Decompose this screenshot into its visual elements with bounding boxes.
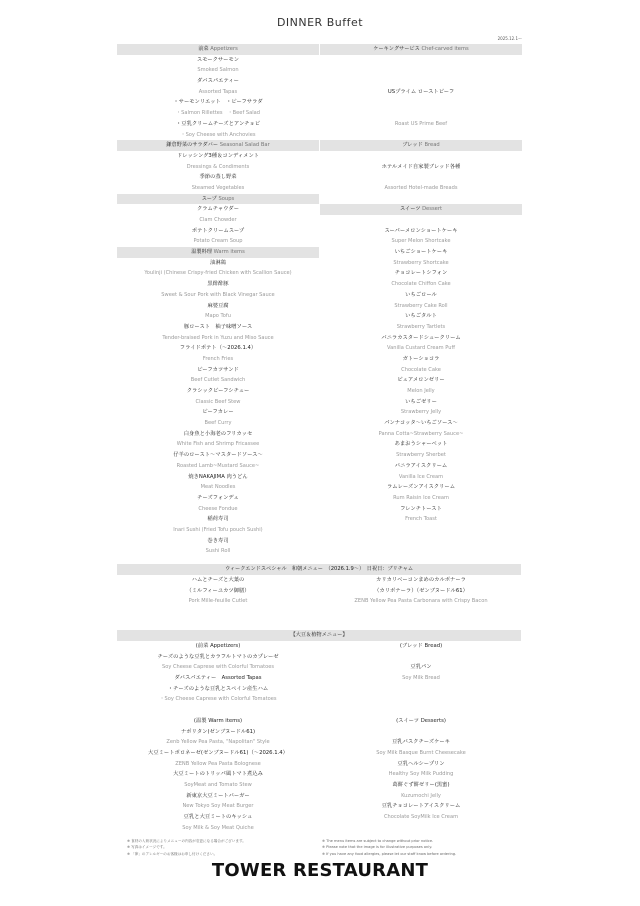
section-header: [320, 204, 522, 215]
section-header-en: Chef-carved items: [421, 46, 469, 52]
spacer: [117, 705, 319, 716]
spacer: [320, 694, 522, 705]
menu-item-en: Super Melon Shortcake: [391, 238, 451, 245]
menu-item-ja: いちごゼリー: [405, 398, 437, 405]
buffet-left-column: [117, 44, 319, 557]
menu-item-en: White Fish and Shrimp Fricassee: [176, 441, 260, 448]
section-header: [117, 140, 319, 151]
menu-item-en: Sweet & Sour Pork with Black Vinegar Sauce: [161, 291, 275, 298]
menu-item-ja: 豆乳バスクチーズケーキ: [391, 739, 450, 746]
section-header-ja: ブレッド: [402, 142, 425, 149]
menu-item-ja: 豆乳と大豆ミートのキッシュ: [183, 814, 253, 820]
section-header-ja: スイーツ: [399, 206, 423, 213]
menu-item-ja: ダバスパエティー: [197, 78, 239, 85]
spacer: [320, 727, 522, 738]
menu-item-ja: パンナコッタ〜いちごソース〜: [384, 420, 458, 427]
section-header-en: Soups: [218, 195, 235, 202]
buffet-right-column: [320, 44, 522, 525]
spacer: [320, 151, 522, 162]
menu-item-en: SoyMeat and Tomato Stew: [184, 781, 252, 788]
menu-item-ja: 新東京大豆ミートバーガー: [186, 792, 250, 799]
menu-item-en: Mapo Tofu: [205, 313, 231, 320]
menu-item-en: Vanilla Ice Cream: [398, 473, 444, 480]
menu-item-en: ・Soy Cheese Caprese with Colorful Tomatoes: [159, 696, 277, 703]
menu-item-ja: ガトーショコラ: [402, 355, 440, 362]
menu-item-en: Classic Beef Stew: [195, 398, 241, 405]
menu-item-en: Healthy Soy Milk Pudding: [388, 771, 454, 778]
menu-item-ja: 麻婆豆腐: [207, 302, 229, 309]
menu-item-en: ZENB Yellow Pea Pasta Bolognese: [175, 760, 261, 767]
menu-item-ja: （カリボナーラ）（ゼンブヌードル61）: [374, 587, 468, 594]
menu-item-ja: 黒酢酢豚: [207, 281, 229, 288]
menu-item-ja: 豚ロースト 柚子味噌ソース: [183, 323, 253, 330]
weekend-left-column: [117, 575, 319, 607]
note-line: ※ 「卵」のアレルギーのお客様はお申し付けください。: [127, 851, 218, 856]
menu-item-ja: (温製 Warm items): [193, 717, 243, 724]
menu-item-en: Chocolate Cake: [401, 366, 441, 373]
menu-item-en: Melon Jelly: [407, 388, 435, 394]
section-header-ja: スープ: [201, 195, 219, 202]
spacer: [320, 97, 522, 108]
section-header-en: Appetizers: [210, 46, 238, 52]
plant-menu-left-column: [117, 641, 319, 833]
effective-date: 2025.12.1〜: [497, 36, 522, 41]
section-header-en: Bread: [424, 142, 440, 149]
section-header-ja: 前菜: [198, 46, 211, 52]
section-header-en: Seasonal Salad Bar: [219, 142, 270, 149]
note-line: ※ Please note that the image is for illustrative purposes only.: [322, 845, 433, 850]
weekend-special-section: [117, 564, 521, 575]
page-title: DINNER Buffet: [276, 16, 364, 29]
section-header-en: Warm items: [213, 249, 245, 256]
menu-item-en: Cheese Fondue: [198, 505, 238, 512]
menu-item-ja: バニラアイスクリーム: [394, 462, 448, 469]
spacer: [320, 652, 522, 663]
menu-item-ja: (前菜 Appetizers): [195, 643, 241, 649]
spacer: [320, 130, 522, 141]
plant-menu-header: 【大豆＆植物メニュー】: [117, 630, 521, 641]
menu-item-ja: ビーフカツサンド: [197, 366, 239, 373]
menu-item-en: Strawberry Jelly: [400, 409, 442, 416]
menu-item-en: Pork Mille-feuille Cutlet: [188, 598, 248, 605]
section-header-en: Dessert: [422, 206, 443, 213]
section-header: [320, 44, 522, 55]
plant-menu-section: [117, 630, 521, 641]
menu-item-ja: スモークサーモン: [196, 56, 240, 63]
menu-item-en: Soy Milk Basque Burnt Cheesecake: [376, 749, 466, 756]
menu-item-ja: いちごタルト: [405, 313, 437, 320]
menu-item-en: French Fries: [202, 355, 234, 362]
menu-item-ja: クラムチャウダー: [196, 206, 239, 213]
menu-item-en: Youlinji (Chinese Crispy-fried Chicken with Scallion Sauce): [144, 270, 292, 277]
menu-item-ja: 仔羊のロースト〜マスタードソース〜: [173, 452, 263, 459]
spacer: [320, 55, 522, 66]
weekend-special-header: ウィークエンドスペシャル 和朝メニュー （2026.1.9〜） 日祝日：ブリチャム: [117, 564, 521, 575]
menu-item-en: French Toast: [405, 516, 437, 523]
weekend-right-column: [320, 575, 522, 607]
menu-item-ja: ・サーモンリエット ・ビーフサラダ: [173, 99, 263, 106]
spacer: [320, 705, 522, 716]
menu-item-ja: クラシックビーフシチュー: [186, 388, 250, 394]
menu-item-en: Strawberry Cake Roll: [394, 302, 448, 309]
menu-item-en: Soy Milk Bread: [402, 675, 440, 682]
spacer: [320, 108, 522, 119]
notes-english: [322, 838, 522, 857]
menu-item-ja: フレンチトースト: [400, 505, 442, 512]
section-header: [117, 194, 319, 205]
menu-item-en: Steamed Vegetables: [191, 184, 245, 191]
spacer: [320, 76, 522, 87]
menu-item-ja: 稲荷寿司: [207, 516, 229, 523]
menu-item-en: Potato Cream Soup: [193, 238, 243, 245]
section-header: [320, 140, 522, 151]
menu-item-ja: ・豆乳クリームチーズとアンチョビ: [175, 120, 260, 127]
menu-item-ja: フライドポテト（〜2026.1.4）: [179, 345, 257, 352]
menu-item-en: Tender-braised Pork in Yuzu and Miso Sauce: [162, 334, 274, 341]
menu-item-ja: いちごロール: [405, 291, 437, 298]
menu-item-ja: 焼きNAKAJIMA 肉うどん: [188, 473, 248, 480]
plant-menu-right-column: [320, 641, 522, 823]
spacer: [320, 65, 522, 76]
menu-item-en: Strawberry Sherbet: [396, 452, 446, 459]
menu-item-en: Panna Cotta~Strawberry Sauce~: [378, 430, 464, 437]
menu-item-en: ・Salmon Rillettes ・Beef Salad: [176, 110, 260, 117]
menu-item-ja: 大豆ミートのトリッパ風トマト煮込み: [173, 771, 263, 778]
menu-item-en: Meat Noodles: [200, 484, 236, 491]
menu-item-en: Soy Milk & Soy Meat Quiche: [182, 824, 254, 831]
menu-item-ja: 大豆ミートボロネーゼ(ゼンブヌードル61)（〜2026.1.4）: [148, 749, 288, 756]
menu-item-en: Smoked Salmon: [197, 67, 239, 74]
menu-item-ja: いちごショートケーキ: [394, 249, 448, 256]
menu-item-ja: バニラカスタードシュークリーム: [381, 334, 461, 341]
menu-item-ja: ハムとチーズと大葉の: [191, 577, 245, 583]
menu-item-en: Beef Curry: [204, 420, 232, 427]
menu-item-en: Strawberry Tartlets: [396, 323, 446, 330]
note-line: ※ 食材の入荷状況によりメニューの内容が変更になる場合がございます。: [127, 839, 246, 843]
menu-item-ja: チョコレートシフォン: [394, 270, 448, 277]
menu-item-ja: スーパーメロンショートケーキ: [384, 227, 458, 234]
menu-item-en: Kuzumochi Jelly: [401, 792, 441, 799]
section-header-ja: 鎌倉野菜のサラダバー: [166, 142, 220, 149]
note-line: ※ The menu items are subject to change without prior notice.: [322, 839, 434, 843]
note-line: ※ If you have any food allergies, please let our staff know before ordering.: [322, 851, 457, 856]
menu-item-ja: ・チーズのような豆乳とスペイン産生ハム: [167, 685, 269, 692]
menu-item-ja: USプライム ローストビーフ: [387, 88, 455, 95]
spacer: [320, 172, 522, 183]
menu-item-ja: （ミルフィーユカツ御膳）: [186, 587, 250, 594]
menu-item-en: Beef Cutlet Sandwich: [190, 377, 246, 384]
note-line: ※ 写真はイメージです。: [127, 845, 167, 850]
menu-item-ja: ダバスパエティー Assorted Tapas: [174, 675, 262, 682]
menu-item-ja: 白身魚と小海老のフリカッセ: [183, 430, 253, 437]
section-header-ja: ケーキングサービス: [373, 46, 422, 52]
menu-item-ja: 季節の蒸し野菜: [199, 174, 237, 181]
menu-item-en: Chocolate Chiffon Cake: [391, 281, 451, 288]
menu-item-en: New Tokyo Soy Meat Burger: [182, 803, 254, 810]
menu-item-ja: 豆乳パン: [410, 664, 432, 671]
menu-item-en: Roast US Prime Beef: [394, 120, 448, 127]
menu-item-ja: ビーフカレー: [202, 409, 234, 416]
menu-item-en: Vanilla Custard Cream Puff: [387, 345, 455, 352]
menu-item-en: Dressings & Condiments: [186, 163, 250, 170]
brand-logo-text: TOWER RESTAURANT: [211, 860, 429, 881]
menu-item-ja: 葛餅ぐず餅ゼリー(黒蜜): [392, 781, 450, 788]
menu-item-ja: カリカリベーコンまめのカルボナーラ: [376, 577, 466, 583]
menu-item-en: Roasted Lamb~Mustard Sauce~: [176, 462, 260, 469]
menu-item-ja: ナポリタン(ゼンブヌードル61): [180, 728, 256, 735]
menu-item-ja: 巻き寿司: [207, 537, 229, 544]
menu-item-en: ZENB Yellow Pea Pasta Carbonara with Crispy Bacon: [354, 598, 488, 605]
menu-item-ja: ドレッシング3種＆コンディメント: [176, 152, 260, 159]
menu-item-ja: 豆乳チョコレートアイスクリーム: [381, 803, 461, 810]
menu-item-ja: ラムレーズンアイスクリーム: [386, 484, 455, 491]
menu-item-en: Chocolate SoyMilk Ice Cream: [383, 814, 459, 820]
menu-item-en: Sushi Roll: [205, 548, 231, 555]
menu-item-ja: ホテルメイド自家製ブレッド各種: [381, 163, 461, 170]
menu-item-en: Clam Chowder: [199, 217, 237, 223]
menu-item-en: Zenb Yellow Pea Pasta, "Napolitan" Style: [166, 739, 270, 746]
menu-item-en: Assorted Hotel-made Breads: [384, 184, 458, 191]
menu-item-ja: (ブレッド Bread): [399, 643, 443, 649]
menu-item-en: Strawberry Shortcake: [393, 259, 449, 266]
spacer: [320, 215, 522, 226]
menu-item-ja: 豆乳ヘルシープリン: [397, 760, 445, 767]
menu-item-ja: (スイーツ Desserts): [396, 717, 446, 724]
menu-item-en: Inari Sushi (Fried Tofu pouch Sushi): [173, 526, 263, 533]
menu-item-ja: チーズのような豆乳とカラフルトマトのカプレーゼ: [157, 653, 279, 660]
section-header: [117, 247, 319, 258]
menu-item-ja: あまおうシャーベット: [394, 441, 448, 448]
menu-item-en: Soy Cheese Caprese with Colorful Tomatoes: [161, 664, 274, 671]
menu-item-ja: チーズフォンデュ: [197, 494, 239, 501]
spacer: [320, 194, 522, 205]
menu-item-en: Assorted Tapas: [198, 88, 238, 95]
menu-item-ja: ポテトクリームスープ: [191, 227, 245, 234]
menu-item-ja: 油淋鶏: [210, 259, 226, 266]
menu-item-en: ・Soy Cheese with Anchovies: [180, 131, 256, 138]
spacer: [320, 684, 522, 695]
menu-item-ja: ピュアメロンゼリー: [397, 377, 445, 384]
section-header-ja: 温製料理: [191, 249, 214, 256]
section-header: [117, 44, 319, 55]
menu-item-en: Rum Raisin Ice Cream: [393, 494, 449, 501]
notes-japanese: [127, 838, 317, 857]
